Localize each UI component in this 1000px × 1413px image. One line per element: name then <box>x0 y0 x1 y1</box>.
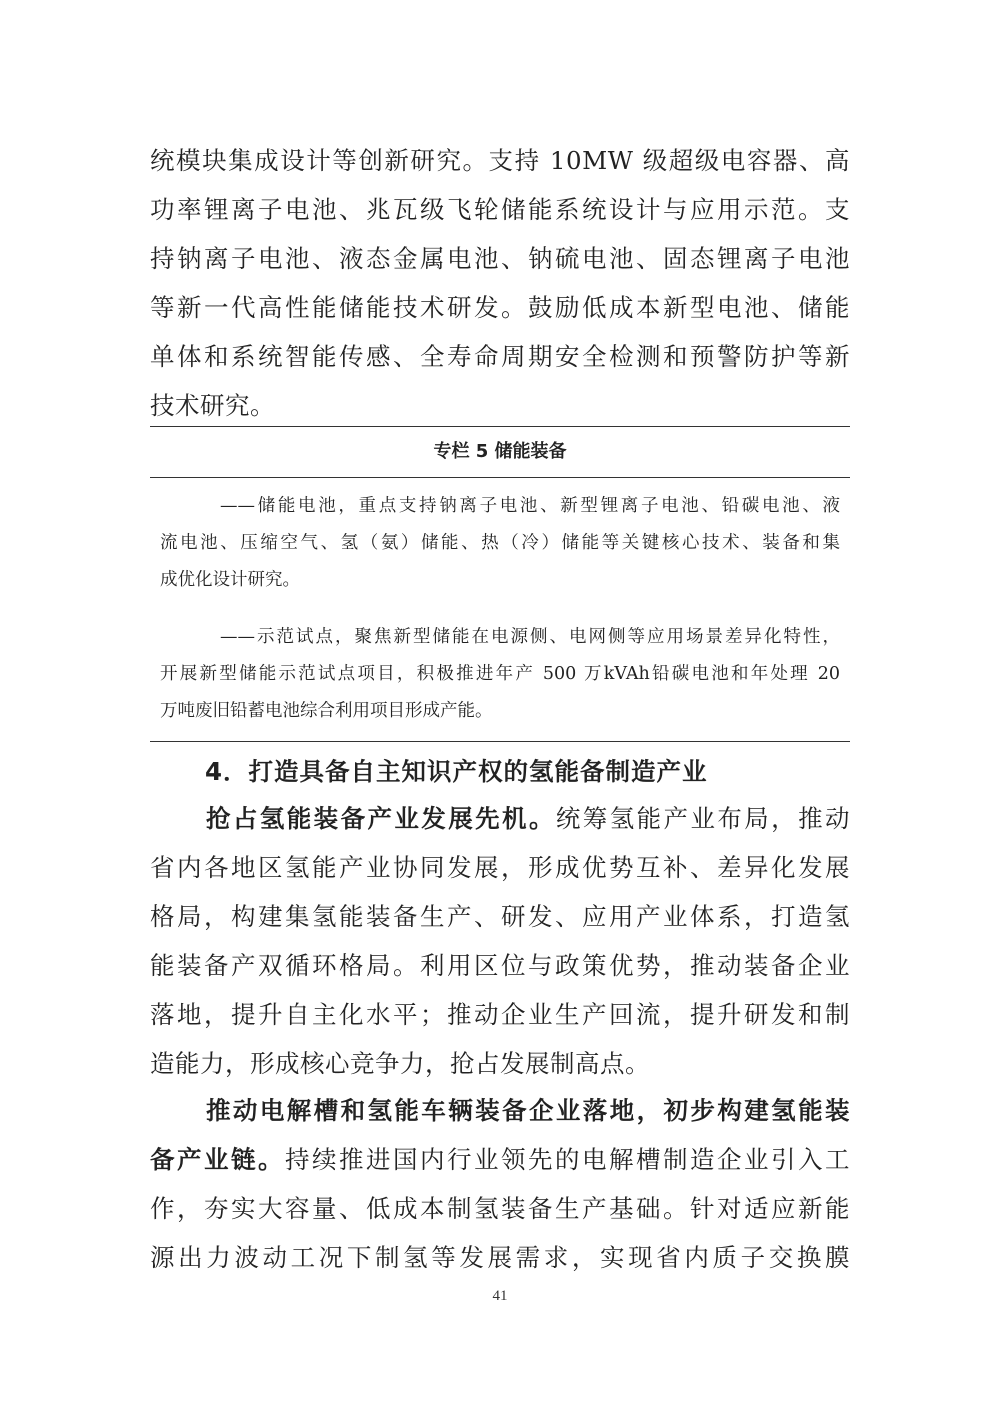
page-number: 41 <box>492 1288 508 1304</box>
paragraph-line: 单体和系统智能传感、全寿命周期安全检测和预警防护等新 <box>150 342 850 371</box>
paragraph-line: 造能力，形成核心竞争力，抢占发展制高点。 <box>150 1049 650 1078</box>
paragraph-1 <box>150 136 850 430</box>
column-box-top-rule <box>150 426 850 427</box>
paragraph-line: 统模块集成设计等创新研究。支持 10MW 级超级电容器、高 <box>150 146 850 175</box>
paragraph-line: 格局，构建集氢能装备生产、研发、应用产业体系，打造氢 <box>150 902 850 931</box>
column-box-item-2 <box>160 619 840 730</box>
paragraph-3 <box>150 1086 850 1282</box>
paragraph-lead: 抢占氢能装备产业发展先机。 <box>206 804 556 833</box>
paragraph-lead: 备产业链。 <box>150 1145 285 1174</box>
box-line: 流电池、压缩空气、氢（氨）储能、热（冷）储能等关键核心技术、装备和集 <box>160 533 840 553</box>
paragraph-line: 技术研究。 <box>150 391 275 420</box>
box-line: 开展新型储能示范试点项目，积极推进年产 500 万kVAh铅碳电池和年处理 20 <box>160 664 840 684</box>
column-box-item-1 <box>160 488 840 599</box>
paragraph-2 <box>150 794 850 1088</box>
box-line: ——示范试点，聚焦新型储能在电源侧、电网侧等应用场景差异化特性， <box>220 627 840 647</box>
paragraph-line: 作，夯实大容量、低成本制氢装备生产基础。针对适应新能 <box>150 1194 850 1223</box>
paragraph-line: 源出力波动工况下制氢等发展需求，实现省内质子交换膜 <box>150 1243 850 1272</box>
box-line: 成优化设计研究。 <box>160 570 300 590</box>
paragraph-line: 等新一代高性能储能技术研发。鼓励低成本新型电池、储能 <box>150 293 850 322</box>
paragraph-line <box>150 794 850 843</box>
paragraph-lead: 推动电解槽和氢能车辆装备企业落地，初步构建氢能装 <box>206 1096 850 1125</box>
paragraph-text: 持续推进国内行业领先的电解槽制造企业引入工 <box>285 1145 850 1174</box>
column-box-title-rule <box>150 477 850 478</box>
paragraph-text: 统筹氢能产业布局，推动 <box>555 804 850 833</box>
column-box-title: 专栏 5 储能装备 <box>433 441 567 462</box>
paragraph-line: 功率锂离子电池、兆瓦级飞轮储能系统设计与应用示范。支 <box>150 195 850 224</box>
box-line: 万吨废旧铅蓄电池综合利用项目形成产能。 <box>160 701 493 721</box>
paragraph-line <box>150 1135 850 1184</box>
box-line: ——储能电池，重点支持钠离子电池、新型锂离子电池、铅碳电池、液 <box>220 496 840 516</box>
paragraph-line: 能装备产双循环格局。利用区位与政策优势，推动装备企业 <box>150 951 850 980</box>
paragraph-line: 落地，提升自主化水平；推动企业生产回流，提升研发和制 <box>150 1000 850 1029</box>
section-heading: 4．打造具备自主知识产权的氢能备制造产业 <box>205 757 708 786</box>
paragraph-line: 省内各地区氢能产业协同发展，形成优势互补、差异化发展 <box>150 853 850 882</box>
paragraph-line: 持钠离子电池、液态金属电池、钠硫电池、固态锂离子电池 <box>150 244 850 273</box>
column-box-bottom-rule <box>150 741 850 742</box>
